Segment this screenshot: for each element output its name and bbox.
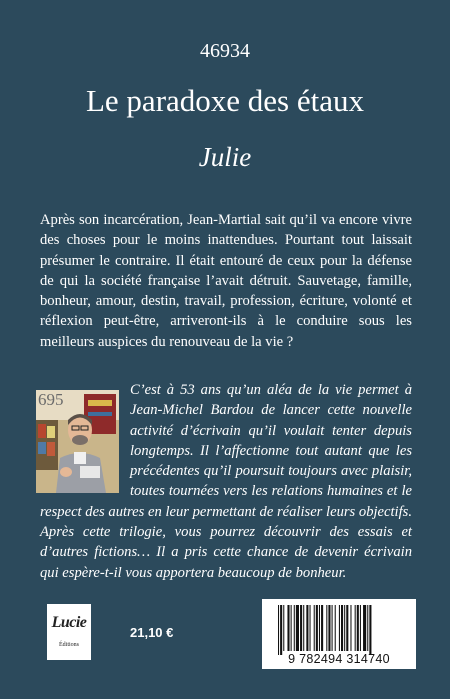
barcode-bar bbox=[339, 605, 340, 651]
barcode-bar bbox=[326, 605, 327, 651]
barcode-bar bbox=[355, 605, 356, 651]
barcode-bar bbox=[319, 605, 320, 651]
barcode-bar bbox=[283, 605, 284, 651]
author-bio-text: C’est à 53 ans qu’un aléa de la vie permet à Jean-Michel Bardou de lancer cette nouvelle activité d’écrivain qu’il voulait tenter depuis longtemps. Il l’affectionne tout autant que les précédentes qu’il poursuit toujours avec plaisir, toutes tournées vers les relations humaines et le respect des autres en leur permettant de réaliser leurs objectifs. Après cette trilogie, vous pourrez découvrir des essais et d’autres fictions… Il a pris cette chance de devenir écrivain qui espère-t-il vous apportera beaucoup de bonheur. bbox=[40, 382, 412, 581]
collection-number: 46934 bbox=[200, 40, 250, 62]
book-title: Le paradoxe des étaux bbox=[85, 83, 364, 118]
barcode-bar bbox=[278, 605, 279, 655]
barcode-bar bbox=[332, 605, 333, 651]
barcode-bar bbox=[341, 605, 343, 651]
synopsis-text: Après son incarcération, Jean-Martial sait qu’il va encore vivre des choses pour le moins inattendues. Pourtant tout laissait présumer le contraire. Il était entouré de ceux pour la défense de qui la société française l’avait détruit. Sauvetage, famille, bonheur, amour, destin, travail, profession, écriture, volonté et réflexion peut-être, arriveront-ils à le conduire sous les meilleurs auspices du renouveau de la vie ? bbox=[40, 212, 412, 350]
barcode-bar bbox=[363, 605, 366, 651]
isbn-number: 9 782494 314740 bbox=[288, 652, 390, 666]
barcode-bar bbox=[306, 605, 308, 651]
publisher-logo bbox=[47, 604, 91, 660]
publisher-sub: Éditions bbox=[58, 642, 79, 648]
author-bio bbox=[40, 380, 412, 583]
barcode-bar bbox=[367, 605, 368, 651]
barcode-bar bbox=[314, 605, 315, 651]
barcode-bar bbox=[321, 605, 323, 651]
barcode-bar bbox=[291, 605, 292, 651]
barcode-bar bbox=[346, 605, 348, 651]
barcode-bar bbox=[344, 605, 345, 651]
barcode-bar bbox=[303, 605, 304, 651]
barcode-bar bbox=[369, 605, 371, 655]
barcode-bar bbox=[300, 605, 302, 651]
isbn-barcode bbox=[262, 599, 416, 669]
price-label: 21,10 € bbox=[130, 625, 174, 640]
barcode-bar bbox=[328, 605, 330, 651]
barcode-bar bbox=[335, 605, 336, 651]
publisher-logo-text: Lucie bbox=[51, 614, 87, 631]
barcode-bar bbox=[294, 605, 295, 651]
barcode-bar bbox=[287, 605, 289, 651]
barcode-bar bbox=[296, 605, 299, 651]
barcode-bar bbox=[316, 605, 318, 651]
photo-poster-text: 695 bbox=[38, 390, 64, 409]
barcode-bar bbox=[360, 605, 361, 651]
author-name: Julie bbox=[198, 142, 252, 172]
barcode-bars bbox=[262, 603, 416, 655]
barcode-bar bbox=[357, 605, 359, 651]
barcode-bar bbox=[280, 605, 282, 655]
barcode-bar bbox=[350, 605, 351, 651]
barcode-bar bbox=[310, 605, 311, 651]
